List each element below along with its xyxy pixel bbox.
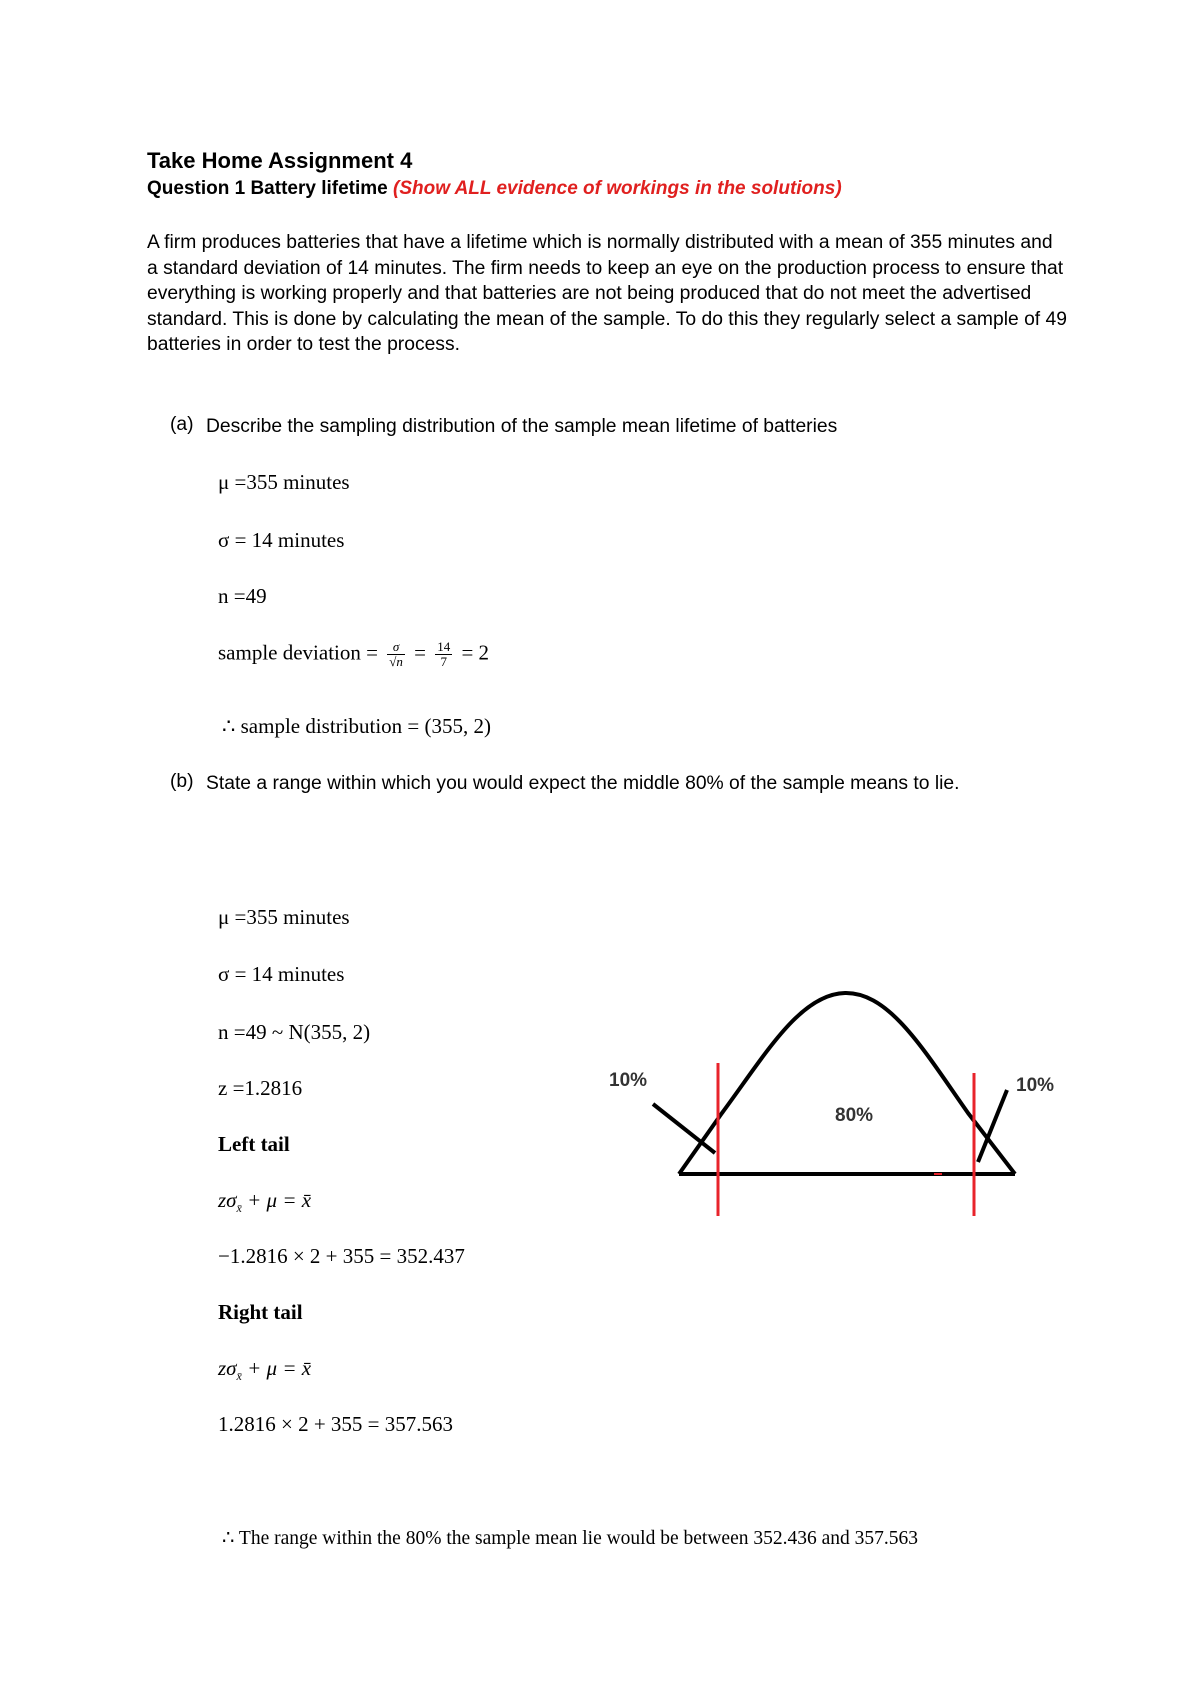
part-b-label: (b) (170, 771, 194, 792)
sd-frac2-num: 14 (437, 639, 451, 654)
right-tail-heading: Right tail (218, 1300, 303, 1324)
right-formula-subscript: x̄ (236, 1369, 242, 1383)
left-tail-calculation: −1.2816 × 2 + 355 = 352.437 (218, 1244, 465, 1268)
sd-result: = 2 (461, 640, 490, 665)
right-formula-rest: + μ = x̄ (241, 1356, 312, 1380)
right-tail-calculation: 1.2816 × 2 + 355 = 357.563 (218, 1412, 454, 1436)
part-b-text: State a range within which you would expect the middle 80% of the sample means to lie. (206, 773, 960, 794)
right-tail-formula (218, 1356, 311, 1384)
instruction-note: (Show ALL evidence of workings in the solutions) (393, 178, 842, 199)
part-a-sigma: σ = 14 minutes (218, 528, 345, 552)
part-a-mu: μ =355 minutes (218, 470, 350, 494)
left-tail-heading: Left tail (218, 1132, 290, 1156)
left-tail-formula (218, 1188, 311, 1216)
left-tail-pointer (653, 1104, 715, 1153)
left-formula-subscript: x̄ (236, 1201, 242, 1215)
question-heading (147, 178, 842, 200)
part-b-z: z =1.2816 (218, 1076, 303, 1100)
page-title: Take Home Assignment 4 (147, 148, 413, 173)
normal-curve-diagram (590, 980, 1090, 1230)
sd-frac1-num: σ (387, 640, 405, 655)
intro-paragraph: A firm produces batteries that have a lifetime which is normally distributed with a mean of 355 minutes and a standard deviation of 14 minutes. The firm needs to keep an eye on the production process to ensure that everything is working properly and that batteries are not being produced that do not meet the advertised standard. This is done by calculating the mean of the sample. To do this they regularly select a sample of 49 batteries in order to test the process. (147, 232, 1067, 356)
conclusion-line: ∴ The range within the 80% the sample mean lie would be between 352.436 and 357.563 (222, 1528, 919, 1549)
sd-fraction-2 (435, 640, 452, 669)
right-formula-z-sigma: zσ (218, 1356, 237, 1380)
part-a-distribution: ∴ sample distribution = (355, 2) (222, 714, 492, 738)
part-b-mu: μ =355 minutes (218, 905, 350, 929)
part-b-n: n =49 ~ N(355, 2) (218, 1020, 371, 1044)
left-tail-percent: 10% (609, 1070, 648, 1091)
right-tail-pointer (978, 1090, 1007, 1162)
sd-frac2-den: 7 (440, 654, 447, 669)
bell-curve (679, 993, 1015, 1174)
sd-frac1-den: √n (389, 654, 403, 669)
part-a-sample-deviation (218, 640, 489, 669)
left-formula-rest: + μ = x̄ (241, 1188, 312, 1212)
center-percent: 80% (835, 1105, 874, 1126)
part-a-n: n =49 (218, 584, 267, 608)
sd-fraction-1 (387, 640, 405, 669)
part-b-sigma: σ = 14 minutes (218, 962, 345, 986)
sd-eq: = (414, 640, 426, 665)
part-a-label: (a) (170, 414, 194, 435)
right-tail-percent: 10% (1016, 1075, 1055, 1096)
sd-prefix: sample deviation = (218, 640, 378, 665)
question-label: Question 1 Battery lifetime (147, 178, 394, 199)
part-a-text: Describe the sampling distribution of the sample mean lifetime of batteries (206, 416, 838, 437)
left-formula-z-sigma: zσ (218, 1188, 237, 1212)
